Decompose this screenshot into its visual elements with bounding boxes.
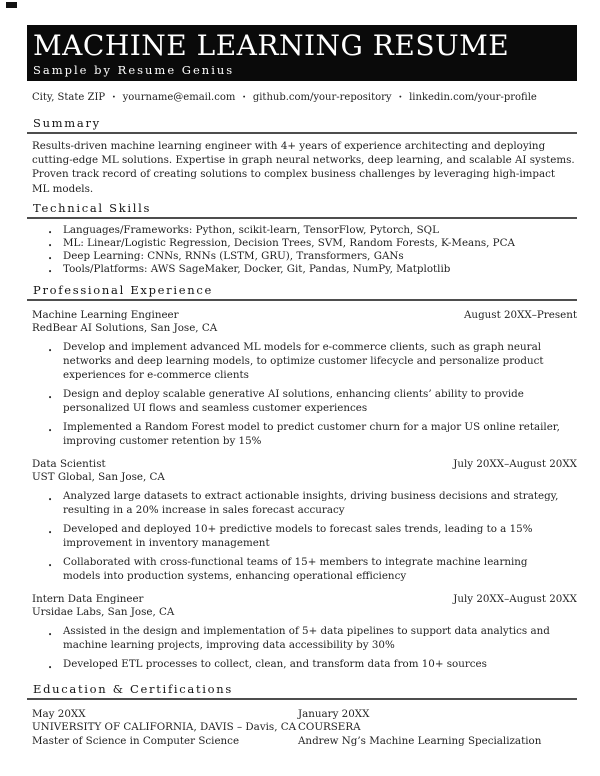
job-bullet: • Developed and deployed 10+ predictive models to forecast sales trends, leading to a 15% improvement in inventory management: [47, 522, 567, 550]
education-date: January 20XX: [298, 707, 370, 720]
job-dates: August 20XX–Present: [464, 308, 577, 321]
page-title: MACHINE LEARNING RESUME: [33, 29, 510, 62]
contact-separator: ·: [242, 92, 246, 103]
contact-line: [27, 91, 577, 104]
job-entry: [27, 593, 577, 671]
skills-heading: Technical Skills: [27, 202, 577, 219]
job-dates: July 20XX–August 20XX: [453, 592, 577, 605]
job-title: Machine Learning Engineer: [32, 308, 179, 321]
job-bullet-list: [47, 489, 577, 583]
contact-separator: ·: [112, 92, 116, 103]
job-bullet: • Collaborated with cross-functional teams of 15+ members to integrate machine learning models into production systems, enhancing operational efficiency: [47, 555, 567, 583]
skill-item: • Deep Learning: CNNs, RNNs (LSTM, GRU), Transformers, GANs: [47, 250, 567, 263]
resume-document: [27, 25, 577, 748]
job-entry: [27, 458, 577, 583]
education-date: May 20XX: [32, 707, 86, 720]
job-entry: [27, 309, 577, 448]
job-header: [32, 309, 577, 323]
header-subtitle: Sample by Resume Genius: [33, 63, 235, 77]
skill-item: • Languages/Frameworks: Python, scikit-learn, TensorFlow, Pytorch, SQL: [47, 224, 567, 237]
skill-item: • Tools/Platforms: AWS SageMaker, Docker, Git, Pandas, NumPy, Matplotlib: [47, 263, 567, 276]
job-bullet: • Design and deploy scalable generative AI solutions, enhancing clients’ ability to provide personalized UI flows and seamless customer experiences: [47, 387, 567, 415]
job-header: [32, 458, 577, 472]
section-summary: [27, 117, 577, 196]
job-bullet-list: [47, 624, 577, 671]
education-entry: [298, 708, 541, 749]
job-company: RedBear AI Solutions, San Jose, CA: [32, 322, 218, 335]
job-company: Ursidae Labs, San Jose, CA: [32, 606, 175, 619]
contact-item: linkedin.com/your-profile: [409, 92, 537, 103]
experience-heading: Professional Experience: [27, 284, 577, 301]
contact-item: yourname@email.com: [122, 92, 236, 103]
summary-text: Results-driven machine learning engineer with 4+ years of experience architecting and deploying cutting-edge ML solutions. Expertise in graph neural networks, deep learning, and scalable AI systems. Proven track record of creating solutions to complex business challenges by leveraging high-impact ML models.: [32, 140, 575, 195]
education-detail: Andrew Ng’s Machine Learning Specialization: [298, 734, 542, 747]
skills-list: [47, 224, 577, 277]
summary-heading: Summary: [27, 117, 577, 134]
job-header: [32, 593, 577, 607]
education-heading: Education & Certifications: [27, 683, 577, 700]
education-detail: Master of Science in Computer Science: [32, 734, 240, 747]
job-bullet-list: [47, 340, 577, 448]
contact-item: City, State ZIP: [32, 92, 106, 103]
job-title: Data Scientist: [32, 457, 106, 470]
education-institution: UNIVERSITY OF CALIFORNIA, DAVIS – Davis, CA: [32, 721, 297, 734]
contact-item: github.com/your-repository: [252, 92, 392, 103]
job-company: UST Global, San Jose, CA: [32, 471, 165, 484]
skill-item: • ML: Linear/Logistic Regression, Decision Trees, SVM, Random Forests, K-Means, PCA: [47, 237, 567, 250]
section-technical-skills: [27, 202, 577, 277]
section-education-certifications: [27, 683, 577, 749]
contact-separator: ·: [398, 92, 403, 103]
job-bullet: • Analyzed large datasets to extract actionable insights, driving business decisions and strategy, resulting in a 20% increase in sales forecast accuracy: [47, 489, 567, 517]
job-bullet: • Developed ETL processes to collect, clean, and transform data from 10+ sources: [47, 657, 567, 671]
job-bullet: • Implemented a Random Forest model to predict customer churn for a major US online retailer, improving customer retention by 15%: [47, 420, 567, 448]
job-title: Intern Data Engineer: [32, 592, 144, 605]
education-institution: COURSERA: [298, 721, 361, 734]
job-bullet: • Assisted in the design and implementation of 5+ data pipelines to support data analytics and machine learning projects, improving data accessibility by 30%: [47, 624, 567, 652]
header-band: [27, 25, 577, 81]
section-professional-experience: [27, 284, 577, 671]
job-bullet: • Develop and implement advanced ML models for e-commerce clients, such as graph neural networks and deep learning models, to optimize customer lifecycle and personalize product experiences for e-commerce clients: [47, 340, 567, 382]
job-dates: July 20XX–August 20XX: [453, 457, 577, 470]
education-columns: [27, 708, 577, 749]
jobs-container: [27, 309, 577, 671]
page-corner-mark: [6, 2, 17, 8]
education-entry: [32, 708, 298, 749]
